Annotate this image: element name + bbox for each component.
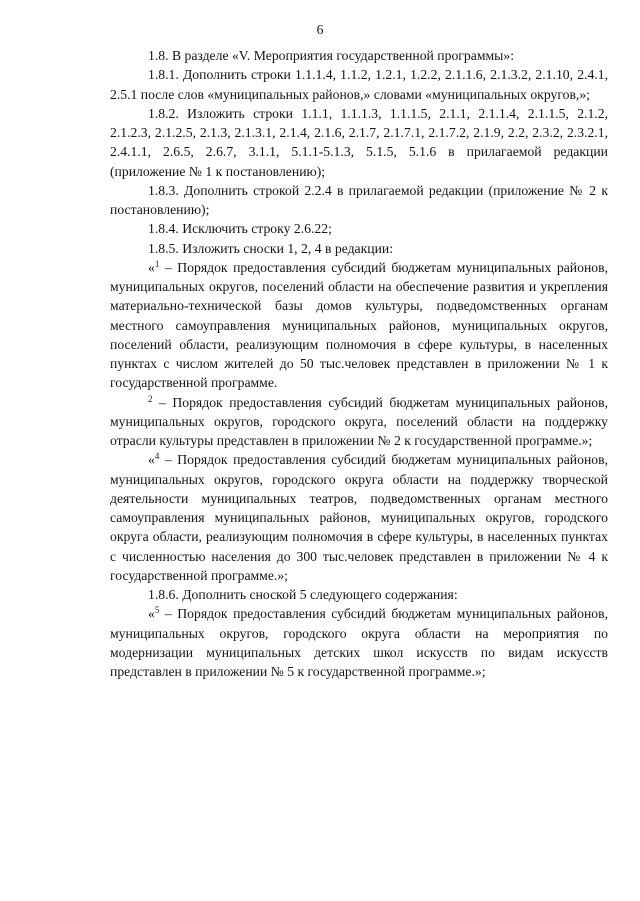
section-1-8-heading: 1.8. В разделе «V. Мероприятия государственной программы»: xyxy=(148,48,515,63)
item-1-8-2: 1.8.2. Изложить строки 1.1.1, 1.1.1.3, 1.1.1.5, 2.1.1, 2.1.1.4, 2.1.1.5, 2.1.2, 2.1.2.3, 2.1.2.5, 2.1.3, 2.1.3.1, 2.1.4, 2.1.6, 2.1.7, 2.1.7.1, 2.1.7.2, 2.1.9, 2.2, 2.3.2, 2.3.2.1, 2.4.1.1, 2.6.5, 2.6.7, 3.1.1, 5.1.1-5.1.3, 5.1.5, 5.1.6 в прилагаемой редакции (приложение № 1 к постановлению); xyxy=(110,105,608,179)
page-number: 6 xyxy=(316,22,324,37)
item-1-8-5: 1.8.5. Изложить сноски 1, 2, 4 в редакции: xyxy=(148,240,394,256)
item-1-8-6: 1.8.6. Дополнить сноской 5 следующего содержания: xyxy=(148,587,458,602)
item-1-8-3: 1.8.3. Дополнить строкой 2.2.4 в прилагаемой редакции (приложение № 2 к постановлению); xyxy=(110,182,608,217)
footnote-1-text: «$^1$ – Порядок предоставления субсидий бюджетам муниципальных районов, муниципальных округов, поселений области на обеспечение развития и укрепления материально-технической базы домов культуры, подведомственных органам местного самоуправления муниципальных районов, муниципальных округов, поселений области, реализующим полномочия в сфере культуры, в населенных пунктах с числом жителей до 50 тыс.человек представлен в приложении № 1 к государственной программе. xyxy=(110,258,608,391)
footnote-marker: 1 xyxy=(154,258,160,269)
item-1-8-1: 1.8.1. Дополнить строки 1.1.1.4, 1.1.2, 1.2.1, 1.2.2, 2.1.1.6, 2.1.3.2, 2.1.10, 2.4.1, 2.5.1 после слов «муниципальных районов,» словами «муниципальных округов,»; xyxy=(110,67,608,102)
footnote-5-text: «$^5$ – Порядок предоставления субсидий бюджетам муниципальных районов, муниципальных округов, городского округа области на мероприятия по модернизации муниципальных детских школ искусств по видам искусств представлен в приложении № 5 к государственной программе.»; xyxy=(110,605,608,679)
footnote-2-text: $^2$ – Порядок предоставления субсидий бюджетам муниципальных районов, муниципальных округов, городского округа, поселений области на поддержку отрасли культуры представлен в приложении № 2 к государственной программе.»; xyxy=(110,393,608,448)
footnote-marker: 4 xyxy=(154,451,160,462)
document-body xyxy=(110,46,608,681)
footnote-4-text: «$^4$ – Порядок предоставления субсидий бюджетам муниципальных районов, муниципальных округов, городского округа области на поддержку творческой деятельности муниципальных театров, подведомственных органам местного самоуправления муниципальных районов, муниципальных округов, городского округа области, реализующим полномочия в сфере культуры, в населенных пунктах с численностью населения до 300 тыс.человек представлен в приложении № 4 к государственной программе.»; xyxy=(110,451,608,583)
footnote-marker: 2 xyxy=(148,393,153,404)
item-1-8-4: 1.8.4. Исключить строку 2.6.22; xyxy=(148,221,332,237)
footnote-marker: 5 xyxy=(154,605,160,616)
